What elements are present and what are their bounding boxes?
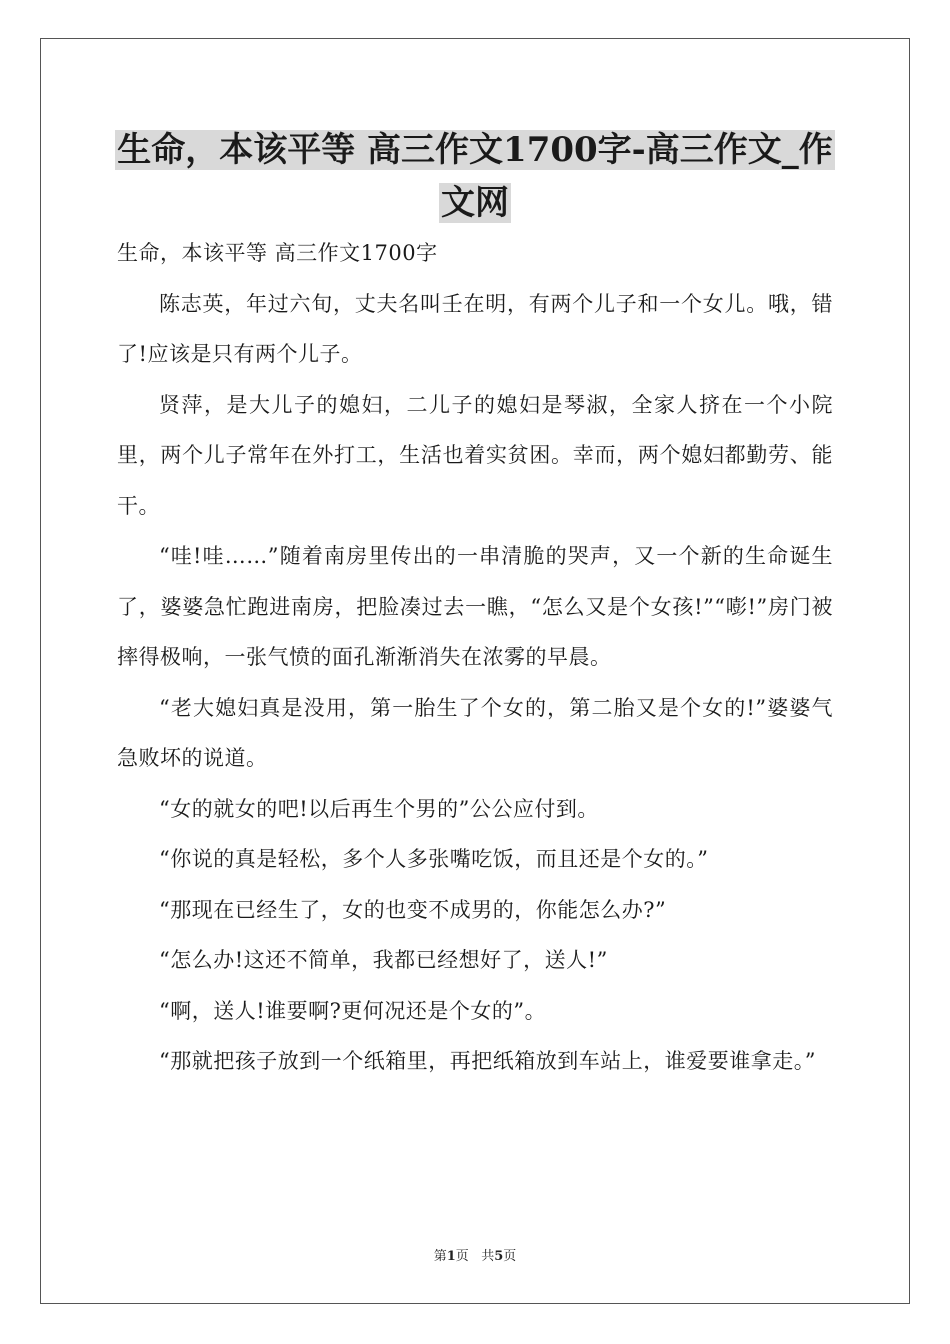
paragraph: “啊，送人!谁要啊?更何况还是个女的”。 (159, 998, 547, 1023)
paragraph: “你说的真是轻松，多个人多张嘴吃饭，而且还是个女的。” (159, 847, 709, 871)
paragraph: 贤萍，是大儿子的媳妇，二儿子的媳妇是琴淑，全家人挤在一个小院里，两个儿子常年在外打工，生活也着实贫困。幸而，两个媳妇都勤劳、能干。 (117, 392, 833, 518)
paragraph: “女的就女的吧!以后再生个男的”公公应付到。 (159, 796, 599, 821)
page-current: 1 (446, 1249, 456, 1264)
document-subtitle: 生命，本该平等 高三作文1700字 (117, 241, 438, 265)
paragraph: “那就把孩子放到一个纸箱里，再把纸箱放到车站上，谁爱要谁拿走。” (159, 1049, 816, 1073)
document-title (100, 124, 850, 230)
page-suffix: 页 (455, 1249, 469, 1264)
page-footer (0, 1248, 950, 1266)
page-prefix: 第 (433, 1249, 447, 1264)
paragraph: “怎么办!这还不简单，我都已经想好了，送人!” (159, 948, 608, 972)
document-body (117, 228, 833, 1087)
total-suffix: 页 (503, 1249, 517, 1264)
total-prefix: 共 (481, 1249, 495, 1264)
page-total: 5 (494, 1249, 504, 1264)
paragraph: 陈志英，年过六旬，丈夫名叫壬在明，有两个儿子和一个女儿。哦，错了!应该是只有两个儿子。 (117, 291, 833, 366)
paragraph: “那现在已经生了，女的也变不成男的，你能怎么办?” (159, 897, 667, 922)
paragraph: “哇!哇……”随着南房里传出的一串清脆的哭声，又一个新的生命诞生了，婆婆急忙跑进南房，把脸凑过去一瞧，“怎么又是个女孩!”“嘭!”房门被摔得极响，一张气愤的面孔渐渐消失在浓雾的早晨。 (117, 544, 833, 669)
paragraph: “老大媳妇真是没用，第一胎生了个女的，第二胎又是个女的!”婆婆气急败坏的说道。 (117, 695, 833, 770)
document-title-text: 生命，本该平等 高三作文1700字-高三作文_作文网 (117, 130, 833, 223)
